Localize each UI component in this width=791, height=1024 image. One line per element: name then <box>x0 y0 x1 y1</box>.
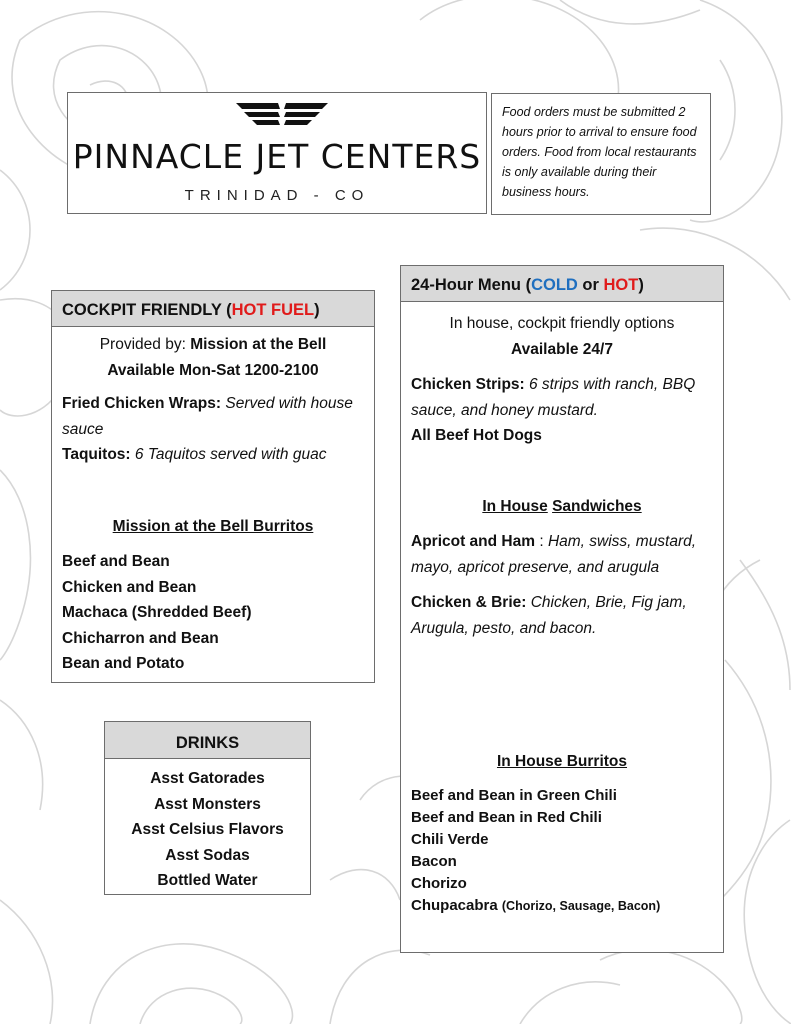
menu-item-name: Chicken & Brie: <box>411 594 527 611</box>
menu-item-desc: Served with house sauce <box>62 395 353 438</box>
list-item: Chicharron and Bean <box>62 629 219 647</box>
menu-24-hour-section <box>400 265 724 953</box>
menu-item-desc: Ham, swiss, mustard, mayo, apricot preserve, and arugula <box>411 533 697 576</box>
list-item: Asst Celsius Flavors <box>131 821 284 838</box>
list-item: Bean and Potato <box>62 655 185 672</box>
menu-item-desc: 6 Taquitos served with guac <box>130 446 327 463</box>
sandwiches-heading <box>411 494 713 520</box>
cockpit-friendly-section <box>51 290 375 683</box>
list-item <box>411 895 713 917</box>
list-item: Beef and Bean in Red Chili <box>411 808 602 826</box>
cockpit-title-hot: HOT FUEL <box>231 301 315 319</box>
list-item: Bottled Water <box>157 872 258 889</box>
menu24-title-cold: COLD <box>531 276 578 294</box>
menu24-title-suffix: ) <box>638 276 644 294</box>
menu-item-desc: 6 strips with ranch, BBQ sauce, and honey mustard. <box>411 376 696 419</box>
brand-name: PINNACLE JET CENTERS <box>72 137 482 176</box>
list-item: Machaca (Shredded Beef) <box>62 604 252 621</box>
list-item: Asst Gatorades <box>150 770 265 787</box>
menu-item <box>62 391 364 442</box>
menu-item-name: Taquitos: <box>62 446 131 463</box>
list-item-name: Chupacabra <box>411 896 498 914</box>
list-item: Chorizo <box>411 874 467 892</box>
cockpit-title-suffix: ) <box>314 301 320 319</box>
menu-item-name: Chicken Strips: <box>411 376 525 393</box>
brand-location: TRINIDAD - CO <box>184 187 370 204</box>
menu-item <box>411 590 713 641</box>
menu-item <box>411 529 713 580</box>
drinks-section <box>104 721 311 895</box>
sandwiches-heading-part: In House <box>482 497 548 515</box>
menu-item <box>62 442 364 468</box>
menu-item: All Beef Hot Dogs <box>411 427 542 444</box>
list-item: Beef and Bean in Green Chili <box>411 786 617 804</box>
list-item-note: (Chorizo, Sausage, Bacon) <box>501 898 661 913</box>
bell-burritos-heading: Mission at the Bell Burritos <box>112 517 314 535</box>
wings-logo-icon <box>234 101 330 129</box>
menu-24-header <box>401 266 723 302</box>
menu24-intro: In house, cockpit friendly options <box>449 315 675 332</box>
provider-name: Mission at the Bell <box>190 336 327 353</box>
menu24-title-hot: HOT <box>603 276 639 294</box>
order-notice <box>491 93 711 215</box>
cockpit-title-prefix: COCKPIT FRIENDLY ( <box>62 301 232 319</box>
list-item: Asst Sodas <box>165 846 250 864</box>
menu-item-desc: Chicken, Brie, Fig jam, Arugula, pesto, and bacon. <box>411 594 687 637</box>
list-item: Chicken and Bean <box>62 578 197 596</box>
list-item: Asst Monsters <box>154 795 261 813</box>
menu24-availability: Available 24/7 <box>511 340 613 358</box>
cockpit-availability: Available Mon-Sat 1200-2100 <box>107 361 319 379</box>
menu24-title-prefix: 24-Hour Menu ( <box>411 276 532 294</box>
list-item: Beef and Bean <box>62 553 170 570</box>
provided-by-label: Provided by: <box>99 336 191 353</box>
order-notice-text: Food orders must be submitted 2 hours prior to arrival to ensure food orders. Food from local restaurants is only available during their business hours. <box>502 105 697 199</box>
menu-item-name: Fried Chicken Wraps: <box>62 395 222 412</box>
menu-item-name: Apricot and Ham <box>411 533 536 550</box>
cockpit-friendly-header <box>52 291 374 327</box>
list-item: Bacon <box>411 852 457 870</box>
menu-item <box>411 372 713 423</box>
list-item: Chili Verde <box>411 830 489 848</box>
menu-item-sep: : <box>535 533 548 550</box>
logo-box <box>67 92 487 214</box>
sandwiches-heading-part: Sandwiches <box>552 497 642 515</box>
provided-by <box>62 332 364 358</box>
house-burritos-heading: In House Burritos <box>496 753 628 770</box>
drinks-header: DRINKS <box>105 722 310 759</box>
menu24-title-or: or <box>577 276 604 294</box>
